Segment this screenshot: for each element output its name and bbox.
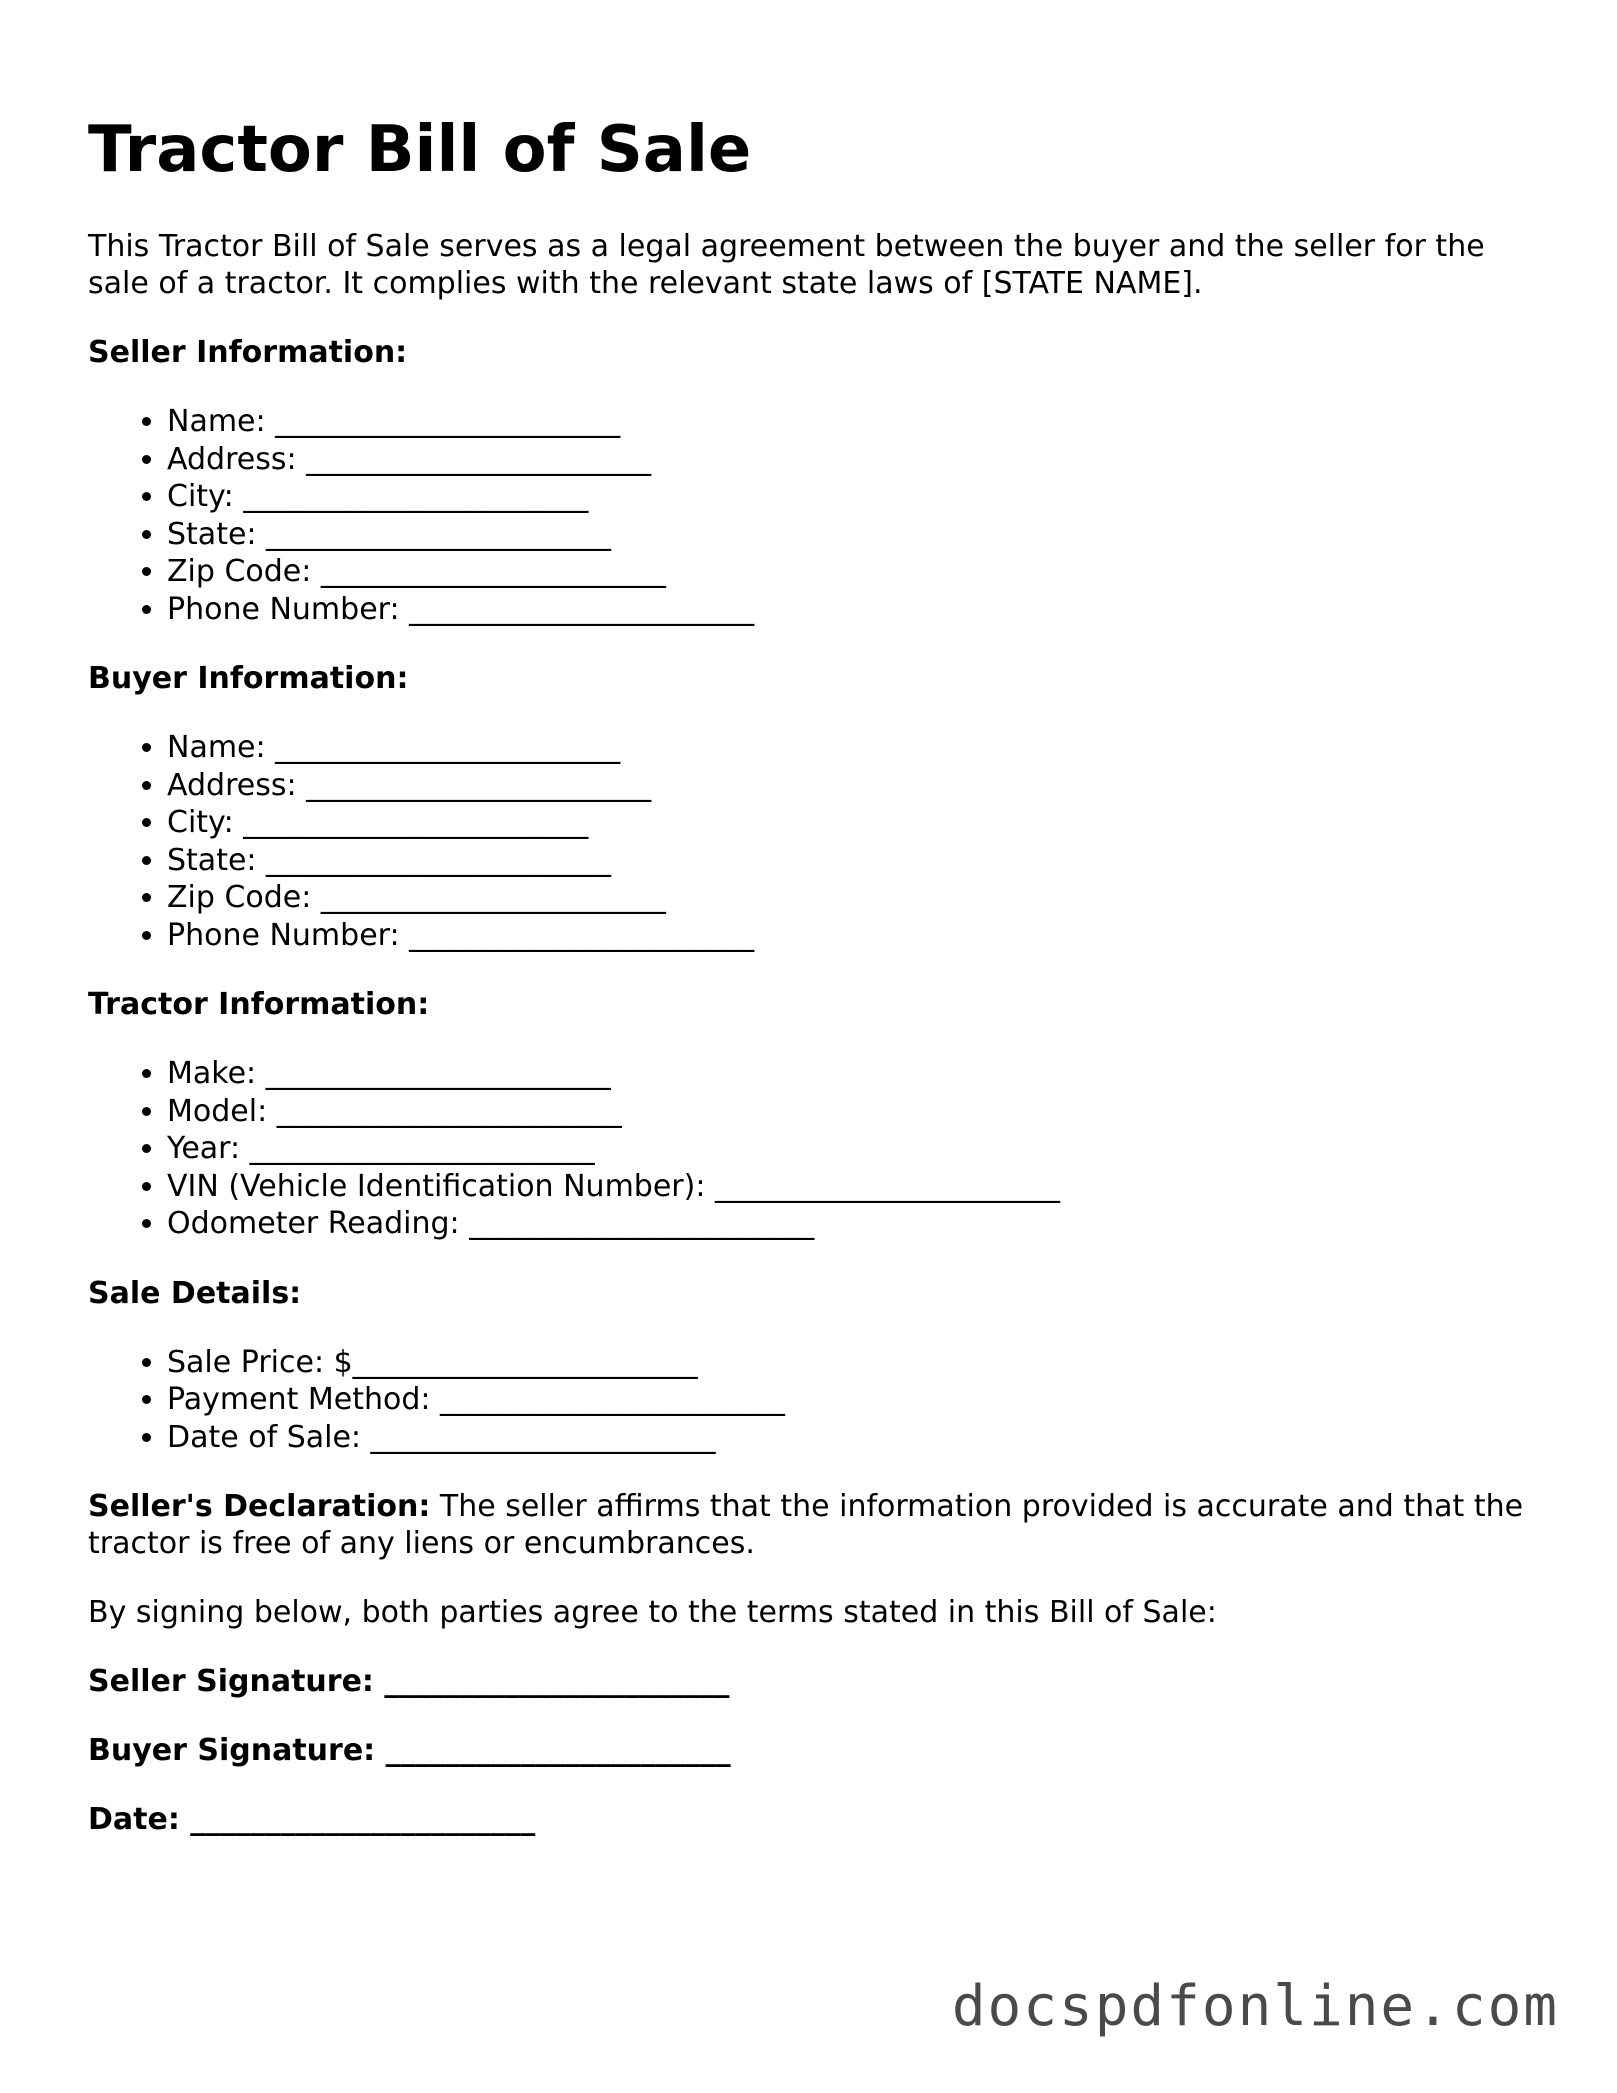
sale-details-heading: Sale Details: bbox=[88, 1275, 302, 1311]
tractor-vin-field: • VIN (Vehicle Identification Number): _______________________ bbox=[167, 1168, 1528, 1206]
seller-declaration bbox=[88, 1488, 1528, 1562]
payment-method-field: • Payment Method: _______________________ bbox=[167, 1381, 1528, 1419]
buyer-address-field: • Address: _______________________ bbox=[167, 767, 1528, 805]
seller-info-heading: Seller Information: bbox=[88, 335, 408, 370]
agreement-statement: By signing below, both parties agree to the terms stated in this Bill of Sale: bbox=[88, 1595, 1217, 1630]
sale-details-list bbox=[88, 1344, 1528, 1457]
tractor-make-field: • Make: _______________________ bbox=[167, 1055, 1528, 1093]
seller-signature-line: Seller Signature: _______________________ bbox=[88, 1664, 730, 1699]
buyer-name-field: • Name: _______________________ bbox=[167, 729, 1528, 767]
seller-info-list bbox=[88, 403, 1528, 628]
seller-city-field: • City: _______________________ bbox=[167, 478, 1528, 516]
tractor-year-field: • Year: _______________________ bbox=[167, 1130, 1528, 1168]
signature-date-line: Date: _______________________ bbox=[88, 1802, 536, 1837]
seller-address-field: • Address: _______________________ bbox=[167, 441, 1528, 479]
tractor-info-list bbox=[88, 1055, 1528, 1243]
buyer-zip-field: • Zip Code: _______________________ bbox=[167, 879, 1528, 917]
date-of-sale-field: • Date of Sale: _______________________ bbox=[167, 1419, 1528, 1457]
sale-price-field: • Sale Price: $_______________________ bbox=[167, 1344, 1528, 1382]
buyer-phone-field: • Phone Number: _______________________ bbox=[167, 917, 1528, 955]
document-page bbox=[88, 110, 1528, 1870]
seller-declaration-label: Seller's Declaration: bbox=[88, 1489, 431, 1524]
tractor-info-heading: Tractor Information: bbox=[88, 987, 430, 1022]
tractor-odometer-field: • Odometer Reading: _______________________ bbox=[167, 1205, 1528, 1243]
tractor-model-field: • Model: _______________________ bbox=[167, 1093, 1528, 1131]
seller-state-field: • State: _______________________ bbox=[167, 516, 1528, 554]
seller-name-field: • Name: _______________________ bbox=[167, 403, 1528, 441]
seller-zip-field: • Zip Code: _______________________ bbox=[167, 553, 1528, 591]
document-title: Tractor Bill of Sale bbox=[88, 113, 752, 187]
buyer-signature-line: Buyer Signature: _______________________ bbox=[88, 1733, 731, 1768]
seller-declaration-text: The seller affirms that the information provided is accurate and that the tractor is free of any liens or encumbrances. bbox=[88, 1489, 1524, 1561]
buyer-info-list bbox=[88, 729, 1528, 954]
buyer-state-field: • State: _______________________ bbox=[167, 842, 1528, 880]
buyer-city-field: • City: _______________________ bbox=[167, 804, 1528, 842]
intro-paragraph: This Tractor Bill of Sale serves as a legal agreement between the buyer and the seller for the sale of a tractor. It complies with the relevant state laws of [STATE NAME]. bbox=[88, 229, 1485, 301]
site-watermark: docspdfonline.com bbox=[951, 1974, 1559, 2039]
seller-phone-field: • Phone Number: _______________________ bbox=[167, 591, 1528, 629]
buyer-info-heading: Buyer Information: bbox=[88, 661, 409, 696]
